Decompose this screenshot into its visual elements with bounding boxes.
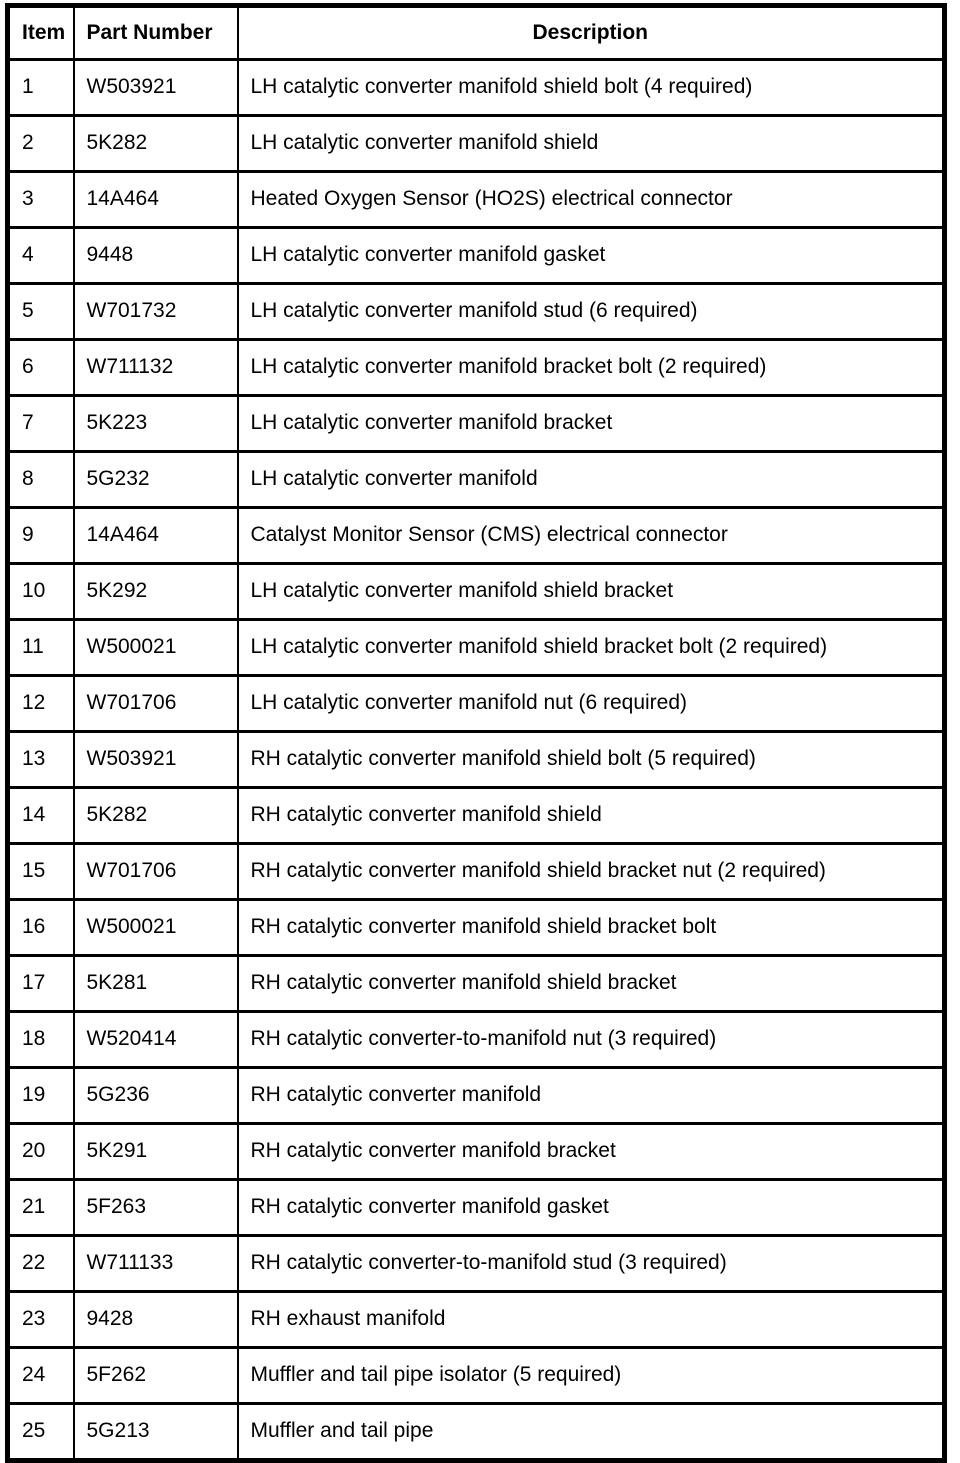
table-row [8,1292,945,1348]
item-cell: 12 [8,676,74,732]
table-row [8,396,945,452]
item-cell: 22 [8,1236,74,1292]
item-cell: 18 [8,1012,74,1068]
part-number-cell: W503921 [74,732,238,788]
parts-table-container [5,3,947,1443]
column-header-description: Description [238,6,945,60]
table-row [8,452,945,508]
part-number-cell: 5K291 [74,1124,238,1180]
part-number-cell: 5F263 [74,1180,238,1236]
part-number-cell: 9428 [74,1292,238,1348]
header-row [8,6,945,60]
table-row [8,228,945,284]
item-cell: 17 [8,956,74,1012]
description-cell: LH catalytic converter manifold shield bolt (4 required) [238,60,945,116]
table-body [8,60,945,1461]
part-number-cell: W711132 [74,340,238,396]
table-row [8,1348,945,1404]
item-cell: 1 [8,60,74,116]
item-cell: 8 [8,452,74,508]
item-cell: 15 [8,844,74,900]
item-cell: 3 [8,172,74,228]
part-number-cell: W701706 [74,676,238,732]
part-number-cell: W701706 [74,844,238,900]
description-cell: Heated Oxygen Sensor (HO2S) electrical connector [238,172,945,228]
description-cell: LH catalytic converter manifold shield [238,116,945,172]
description-cell: RH catalytic converter manifold gasket [238,1180,945,1236]
item-cell: 13 [8,732,74,788]
description-cell: RH catalytic converter manifold [238,1068,945,1124]
item-cell: 6 [8,340,74,396]
description-cell: RH catalytic converter-to-manifold nut (3 required) [238,1012,945,1068]
part-number-cell: 9448 [74,228,238,284]
column-header-part-number: Part Number [74,6,238,60]
item-cell: 16 [8,900,74,956]
description-cell: LH catalytic converter manifold stud (6 required) [238,284,945,340]
part-number-cell: 14A464 [74,508,238,564]
part-number-cell: 5K281 [74,956,238,1012]
description-cell: LH catalytic converter manifold shield bracket [238,564,945,620]
part-number-cell: 5K292 [74,564,238,620]
part-number-cell: 5G236 [74,1068,238,1124]
table-row [8,1124,945,1180]
table-row [8,620,945,676]
description-cell: RH catalytic converter manifold shield bracket nut (2 required) [238,844,945,900]
description-cell: Muffler and tail pipe [238,1404,945,1461]
description-cell: LH catalytic converter manifold bracket bolt (2 required) [238,340,945,396]
item-cell: 7 [8,396,74,452]
part-number-cell: 14A464 [74,172,238,228]
item-cell: 24 [8,1348,74,1404]
part-number-cell: W500021 [74,620,238,676]
part-number-cell: 5G213 [74,1404,238,1461]
description-cell: Muffler and tail pipe isolator (5 required) [238,1348,945,1404]
table-row [8,676,945,732]
description-cell: LH catalytic converter manifold gasket [238,228,945,284]
item-cell: 4 [8,228,74,284]
table-row [8,1180,945,1236]
table-row [8,1068,945,1124]
item-cell: 21 [8,1180,74,1236]
item-cell: 23 [8,1292,74,1348]
part-number-cell: W520414 [74,1012,238,1068]
table-row [8,732,945,788]
table-row [8,340,945,396]
table-row [8,116,945,172]
table-row [8,788,945,844]
table-row [8,956,945,1012]
item-cell: 5 [8,284,74,340]
table-row [8,564,945,620]
part-number-cell: W701732 [74,284,238,340]
item-cell: 20 [8,1124,74,1180]
description-cell: RH exhaust manifold [238,1292,945,1348]
description-cell: LH catalytic converter manifold shield bracket bolt (2 required) [238,620,945,676]
part-number-cell: 5K282 [74,116,238,172]
description-cell: LH catalytic converter manifold nut (6 required) [238,676,945,732]
table-row [8,844,945,900]
description-cell: RH catalytic converter-to-manifold stud (3 required) [238,1236,945,1292]
description-cell: RH catalytic converter manifold bracket [238,1124,945,1180]
table-row [8,172,945,228]
item-cell: 14 [8,788,74,844]
item-cell: 2 [8,116,74,172]
description-cell: RH catalytic converter manifold shield [238,788,945,844]
item-cell: 10 [8,564,74,620]
description-cell: LH catalytic converter manifold [238,452,945,508]
part-number-cell: W711133 [74,1236,238,1292]
table-row [8,284,945,340]
parts-table-header [8,6,945,60]
table-row [8,900,945,956]
description-cell: RH catalytic converter manifold shield bolt (5 required) [238,732,945,788]
part-number-cell: W500021 [74,900,238,956]
description-cell: RH catalytic converter manifold shield bracket [238,956,945,1012]
part-number-cell: 5G232 [74,452,238,508]
part-number-cell: W503921 [74,60,238,116]
table-row [8,1012,945,1068]
parts-table [5,3,947,1463]
description-cell: LH catalytic converter manifold bracket [238,396,945,452]
description-cell: Catalyst Monitor Sensor (CMS) electrical connector [238,508,945,564]
item-cell: 11 [8,620,74,676]
description-cell: RH catalytic converter manifold shield bracket bolt [238,900,945,956]
item-cell: 19 [8,1068,74,1124]
part-number-cell: 5K282 [74,788,238,844]
part-number-cell: 5F262 [74,1348,238,1404]
table-row [8,60,945,116]
part-number-cell: 5K223 [74,396,238,452]
table-row [8,1236,945,1292]
item-cell: 25 [8,1404,74,1461]
item-cell: 9 [8,508,74,564]
table-row [8,508,945,564]
column-header-item: Item [8,6,74,60]
table-row [8,1404,945,1461]
